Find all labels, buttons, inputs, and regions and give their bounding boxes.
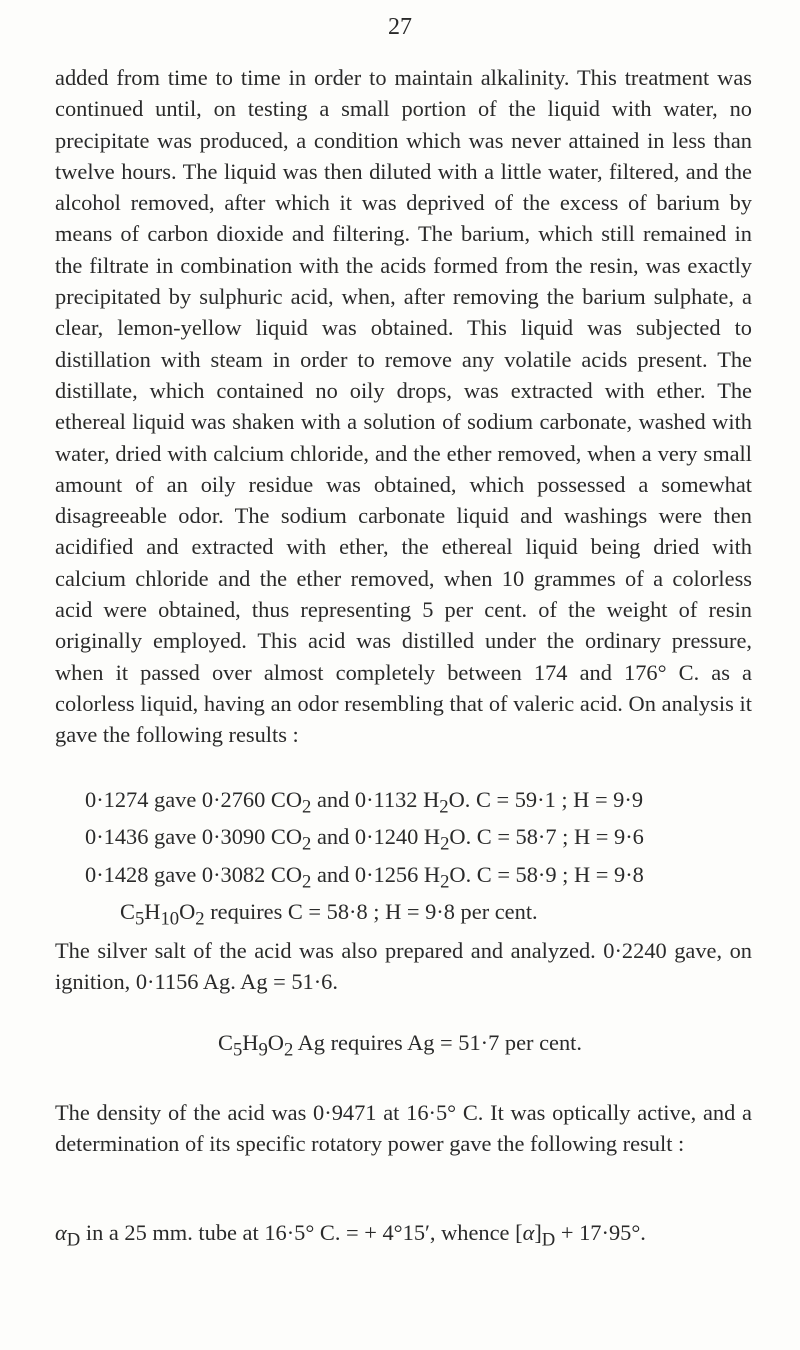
analysis-results [85,785,755,935]
analysis-line-1: 0·1274 gave 0·2760 $CO_2$ and 0·1132 $H_2O$. C = 59·1 ; H = 9·9 [85,787,644,818]
formula-requirement-2: $C_5H_9O_2$ Ag requires Ag = 51·7 per cent. [218,1030,582,1061]
page-number: 27 [388,14,412,40]
rotation-result: $\alpha_D$ in a 25 mm. tube at 16·5° C. = + 4°15′, whence $[\alpha]_D + 17\cdot 95^\circ$. [55,1220,646,1251]
analysis-line-3: 0·1428 gave 0·3082 $CO_2$ and 0·1256 $H_2O$. C = 58·9 ; H = 9·8 [85,861,644,893]
paragraph-density: The density of the acid was 0·9471 at 16·5° C. It was optically active, and a determination of its specific rotatory power gave the following result : [55,1100,752,1157]
analysis-line-2: 0·1436 gave 0·3090 $CO_2$ and 0·1240 $H_2O$. C = 58·7 ; H = 9·6 [85,824,644,855]
formula-requirement-1: $C_5H_{10}O_2$ requires C = 58·8 ; H = 9·8 per cent. [120,899,538,930]
paragraph-silver-salt: The silver salt of the acid was also prepared and analyzed. 0·2240 gave, on ignition, 0·1156 Ag. Ag = 51·6. [55,938,752,995]
paragraph-main: added from time to time in order to maintain alkalinity. This treatment was continued until, on testing a small portion of the liquid with water, no precipitate was produced, a condition which was never attained in less than twelve hours. The liquid was then diluted with a little water, filtered, and the alcohol removed, after which it was deprived of the excess of barium by means of carbon dioxide and filtering. The barium, which still remained in the filtrate in combination with the acids formed from the resin, was exactly precipitated by sulphuric acid, when, after removing the barium sulphate, a clear, lemon-yellow liquid was obtained. This liquid was subjected to distillation with steam in order to remove any volatile acids present. The distillate, which contained no oily drops, was extracted with ether. The ethereal liquid was shaken with a solution of sodium carbonate, washed with water, dried with calcium chloride, and the ether removed, when a very small amount of an oily residue was obtained, which possessed a somewhat disagreeable odor. The sodium carbonate liquid and washings were then acidified and extracted with ether, the ethereal liquid being dried with calcium chloride and the ether removed, when 10 grammes of a colorless acid were obtained, thus representing 5 per cent. of the weight of resin originally employed. This acid was distilled under the ordinary pressure, when it passed over almost completely between 174 and 176° C. as a colorless liquid, having an odor resembling that of valeric acid. On analysis it gave the following results : [55,65,752,748]
